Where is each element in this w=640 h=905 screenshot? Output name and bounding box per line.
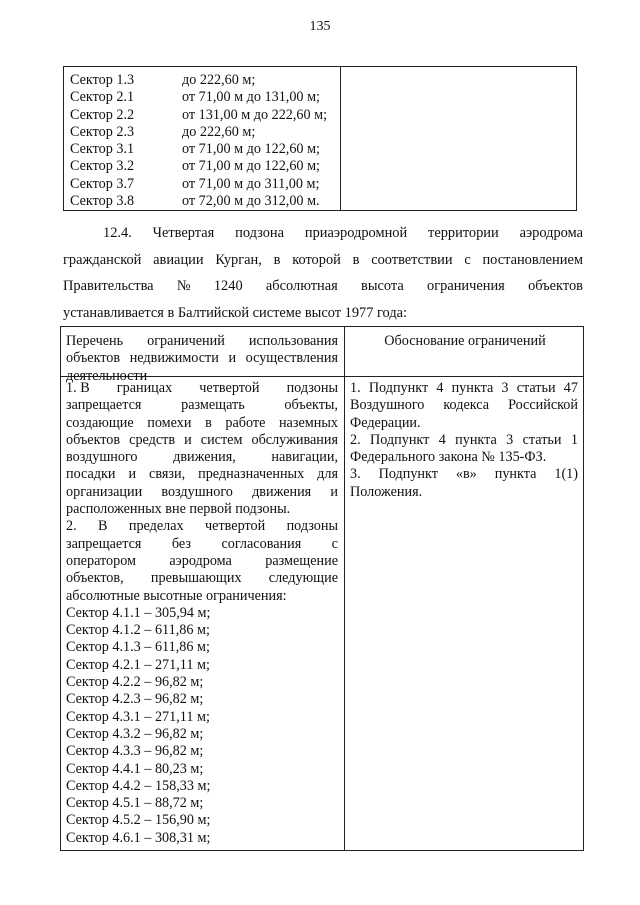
word: 1. В: [66, 380, 90, 396]
word: объекты,: [284, 397, 338, 414]
word: объектов: [66, 350, 121, 367]
text-line: [350, 449, 578, 466]
word: статьи: [516, 380, 556, 396]
sector-heights-table: [63, 66, 577, 211]
sector-height: от 131,00 м до 222,60 м;: [182, 106, 328, 123]
word: четвертой: [205, 518, 266, 535]
word: 2.: [350, 431, 361, 448]
sector-limit: Сектор 4.4.2 – 158,33 м;: [66, 777, 211, 794]
word: пункта: [451, 380, 494, 396]
text-line: [66, 333, 338, 350]
word: 4: [436, 380, 444, 396]
paragraph-line: [63, 247, 583, 274]
word: аэродрома: [519, 225, 583, 241]
word: подзоны: [286, 380, 338, 396]
word: ограничений: [147, 333, 225, 349]
word: аэродрома: [169, 552, 232, 569]
paragraph-12-4: [63, 220, 583, 326]
word: воздушного: [161, 483, 233, 500]
word: и: [184, 431, 192, 448]
word: для: [317, 466, 338, 483]
sector-limit: Сектор 4.1.2 – 611,86 м;: [66, 622, 210, 639]
sector-height: до 222,60 м;: [182, 123, 256, 140]
word: которой: [292, 251, 341, 268]
text-line: [66, 350, 338, 367]
word: предназначенных: [198, 466, 305, 483]
word: постановлением: [482, 251, 583, 268]
text-line: [350, 415, 578, 432]
word: запрещается: [66, 397, 142, 414]
word: недвижимости: [129, 350, 219, 367]
sector-limit: Сектор 4.3.1 – 271,11 м;: [66, 708, 210, 725]
word: 4: [438, 431, 446, 448]
word: Перечень: [66, 333, 124, 349]
word: соответствии: [371, 251, 453, 268]
word: 3: [506, 431, 514, 448]
sector-name: Сектор 3.8: [70, 193, 135, 210]
word: авиации: [153, 251, 204, 268]
word: Федерального закона № 135-ФЗ.: [350, 449, 547, 466]
column-divider: [344, 327, 345, 850]
word: объектов,: [66, 570, 124, 587]
word: ограничения: [427, 278, 505, 294]
text-line: [66, 501, 338, 518]
text-line: [350, 397, 578, 414]
sector-limit: Сектор 4.2.1 – 271,11 м;: [66, 656, 210, 673]
word: статьи: [522, 431, 562, 448]
sector-limit: Сектор 4.6.1 – 308,31 м;: [66, 829, 211, 846]
word: Воздушного: [350, 397, 425, 414]
word: В: [98, 518, 108, 535]
restrictions-cell: [66, 380, 338, 847]
sector-name: Сектор 2.1: [70, 89, 135, 106]
word: №: [176, 278, 191, 294]
word: пункта: [455, 431, 497, 448]
word: приаэродромной: [304, 225, 408, 241]
word: кодекса: [443, 397, 490, 414]
text-line: [66, 449, 338, 466]
text-line: [350, 432, 578, 449]
word: движения: [252, 483, 312, 500]
word: воздушного: [66, 449, 138, 466]
word: оператором: [66, 552, 137, 569]
word: с: [464, 251, 471, 268]
word: размещение: [265, 552, 338, 569]
word: работе: [225, 414, 266, 431]
word: Российской: [508, 397, 578, 414]
word: создающие: [66, 414, 134, 431]
word: в: [352, 251, 360, 268]
word: и: [330, 483, 338, 500]
word: Четвертая: [152, 225, 215, 241]
word: объектов: [528, 278, 583, 294]
word: 1.: [350, 380, 361, 396]
word: и: [128, 466, 137, 483]
word: Правительства: [63, 278, 154, 294]
word: объектов: [66, 431, 121, 448]
text-line: [350, 466, 578, 483]
word: четвертой: [199, 380, 260, 396]
word: 2.: [66, 518, 77, 535]
word: расположенных вне первой подзоны.: [66, 501, 291, 518]
text-line: [66, 570, 338, 587]
word: в: [273, 251, 281, 268]
paragraph-line: [63, 220, 583, 247]
word: навигации,: [271, 449, 338, 466]
word: организации: [66, 483, 143, 500]
word: превышающих: [150, 570, 242, 587]
sector-height: от 71,00 м до 311,00 м;: [182, 175, 320, 192]
sector-limit: Сектор 4.2.2 – 96,82 м;: [66, 674, 204, 691]
text-line: [66, 397, 338, 414]
word: запрещается: [66, 535, 142, 552]
word: 12.4.: [103, 225, 132, 241]
word: подзоны: [286, 518, 338, 535]
word: абсолютная: [265, 278, 338, 294]
justification-cell: [350, 380, 578, 501]
word: систем: [200, 431, 243, 448]
word: Подпункт: [378, 466, 438, 483]
sector-height: от 71,00 м до 122,60 м;: [182, 158, 320, 175]
word: размещать: [181, 397, 245, 414]
text-line: [350, 484, 578, 501]
word: 1: [570, 431, 578, 448]
word: следующие: [268, 570, 338, 587]
word: территории: [428, 225, 499, 241]
page-number: 135: [309, 19, 331, 34]
word: осуществления: [245, 350, 338, 367]
text-line: [66, 415, 338, 432]
word: подзона: [235, 225, 285, 241]
word: 3.: [350, 466, 361, 483]
word: 1(1): [554, 466, 578, 483]
header-justification: [351, 333, 579, 350]
sector-limit: Сектор 4.4.1 – 80,23 м;: [66, 760, 204, 777]
word: связи,: [149, 466, 186, 483]
sector-height: от 71,00 м до 131,00 м;: [182, 89, 320, 106]
sector-height: от 72,00 м до 312,00 м.: [182, 193, 320, 210]
word: посадки: [66, 466, 116, 483]
word: Положения.: [350, 483, 423, 500]
word: Подпункт: [370, 431, 430, 448]
text-line: [66, 518, 338, 535]
sector-name: Сектор 1.3: [70, 72, 135, 88]
sector-limit: Сектор 4.5.1 – 88,72 м;: [66, 795, 204, 812]
sector-height: до 222,60 м;: [182, 72, 256, 88]
word: «в»: [455, 466, 477, 483]
word: без: [171, 535, 191, 552]
text-line: [66, 380, 338, 397]
sector-limit: Сектор 4.5.2 – 156,90 м;: [66, 812, 211, 829]
sector-name: Сектор 2.3: [70, 123, 135, 140]
word: пределах: [128, 518, 184, 535]
text-line: [66, 588, 338, 605]
word: 3: [501, 380, 509, 396]
word: пункта: [494, 466, 537, 483]
word: Курган,: [215, 251, 262, 268]
word: с: [331, 535, 338, 552]
sector-limit: Сектор 4.2.3 – 96,82 м;: [66, 691, 204, 708]
word: обслуживания: [251, 431, 338, 448]
text-line: [66, 432, 338, 449]
word: 1240: [213, 278, 243, 294]
sector-limit: Сектор 4.1.3 – 611,86 м;: [66, 639, 210, 656]
sector-limit: Сектор 4.3.2 – 96,82 м;: [66, 725, 204, 742]
column-divider: [340, 67, 341, 210]
text-line: [66, 484, 338, 501]
paragraph-line: устанавливается в Балтийской системе высот 1977 года:: [63, 304, 408, 321]
restrictions-table: [60, 326, 584, 851]
paragraph-line: [63, 273, 583, 300]
word: Подпункт: [368, 380, 429, 396]
word: гражданской: [63, 251, 142, 268]
sector-limit: Сектор 4.1.1 – 305,94 м;: [66, 604, 211, 621]
word: высота: [361, 278, 404, 294]
sector-name: Сектор 3.2: [70, 158, 135, 175]
word: деятельности: [66, 367, 148, 384]
word: Федерации.: [350, 414, 421, 431]
text-line: [66, 553, 338, 570]
word: наземных: [278, 414, 338, 431]
sector-height: от 71,00 м до 122,60 м;: [182, 141, 320, 158]
header-restrictions-list: [66, 333, 338, 385]
header-justification-text: Обоснование ограничений: [384, 333, 546, 349]
sector-name: Сектор 3.1: [70, 141, 135, 158]
word: помехи: [147, 414, 192, 431]
sector-name: Сектор 2.2: [70, 106, 135, 123]
word: границах: [116, 380, 173, 396]
word: абсолютные высотные ограничения:: [66, 587, 287, 604]
text-line: [350, 380, 578, 397]
word: движения,: [173, 449, 236, 466]
word: согласования: [221, 535, 302, 552]
word: в: [205, 414, 212, 431]
word: средств: [129, 431, 176, 448]
word: и: [228, 350, 237, 367]
word: использования: [248, 333, 338, 349]
word: 47: [563, 380, 578, 396]
text-line: [66, 536, 338, 553]
sector-name: Сектор 3.7: [70, 175, 135, 192]
sector-limit: Сектор 4.3.3 – 96,82 м;: [66, 743, 204, 760]
text-line: [66, 466, 338, 483]
